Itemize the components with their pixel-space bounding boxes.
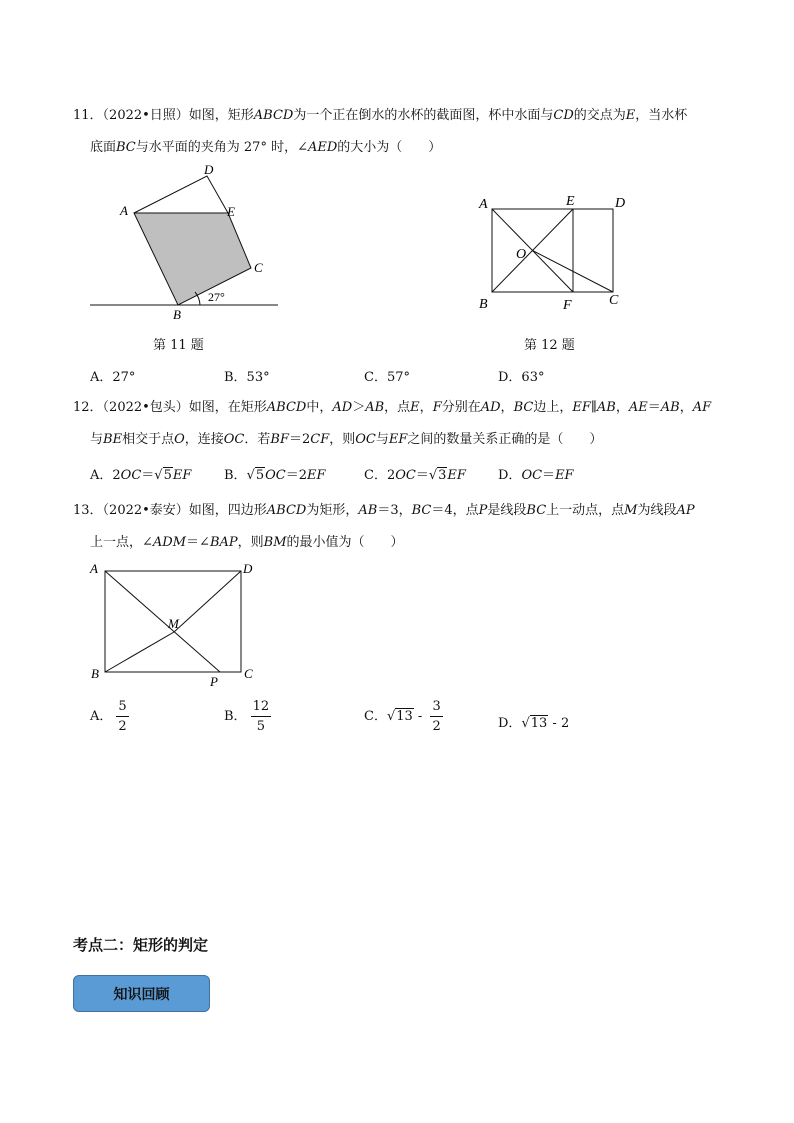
fig11-cup-top	[134, 176, 228, 213]
figure-13	[85, 558, 260, 688]
fig12-label-a: A	[479, 197, 488, 212]
fig11-label-e: E	[227, 204, 235, 219]
fig13-segment-ap	[105, 571, 220, 672]
q12-line2: 与BE相交于点O，连接OC．若BF＝2CF，则OC与EF之间的数量关系正确的是（ ）	[90, 432, 603, 447]
fig13-label-d: D	[243, 561, 253, 576]
sqrt-icon: √	[521, 716, 530, 731]
fraction: $\frac{5}{2}$	[118, 699, 127, 734]
sqrt-icon: √	[386, 709, 396, 724]
fig13-label-c: C	[244, 666, 253, 681]
fig11-caption: 第 11 题	[153, 338, 204, 353]
fig12-label-o: O	[516, 247, 527, 262]
fig12-label-e: E	[566, 194, 575, 209]
fig12-caption: 第 12 题	[524, 338, 575, 353]
fraction: $\frac{3}{2}$	[432, 699, 441, 734]
fig11-label-b: B	[173, 307, 181, 322]
fig12-label-b: B	[479, 297, 488, 312]
fig11-water-region	[134, 213, 251, 305]
fraction: $\frac{12}{5}$	[252, 699, 270, 734]
q11-option-d[interactable]: D．63°	[498, 370, 545, 385]
fig11-label-angle: 27°	[208, 290, 225, 304]
fig13-segment-dm	[174, 571, 241, 632]
figure-11	[80, 158, 300, 323]
q13-option-d[interactable]: D．√13 - 2	[498, 716, 570, 731]
sqrt-icon: √	[246, 468, 255, 483]
q11-line1: 11．（2022•日照）如图，矩形ABCD为一个正在倒水的水杯的截面图，杯中水面与CD的交点为E，当水杯	[73, 108, 688, 123]
q12-option-c[interactable]: C．2OC＝√3EF	[364, 468, 466, 483]
q12-line1: 12．（2022•包头）如图，在矩形ABCD中，AD＞AB，点E，F分别在AD，BC边上，EF∥AB，AE＝AB，AF	[73, 400, 712, 415]
fig12-label-f: F	[563, 298, 572, 313]
q13-line1: 13．（2022•泰安）如图，四边形ABCD为矩形，AB＝3，BC＝4，点P是线段BC上一动点，点M为线段AP	[73, 503, 695, 518]
sqrt-icon: √	[428, 468, 438, 483]
q13-option-c[interactable]: C．√13 - $\frac{3}{2}$	[364, 699, 441, 734]
fig13-label-b: B	[91, 666, 99, 681]
fig11-label-a: A	[120, 203, 128, 218]
fig12-label-d: D	[615, 196, 626, 211]
fig11-label-c: C	[254, 260, 263, 275]
q11-option-b[interactable]: B．53°	[224, 370, 270, 385]
fig13-segment-bm	[105, 632, 174, 672]
knowledge-review-button[interactable]: 知识回顾	[73, 975, 210, 1012]
q11-option-a[interactable]: A．27°	[90, 370, 136, 385]
figure-12	[475, 190, 645, 315]
fig13-label-m: M	[168, 616, 179, 631]
fig13-label-a: A	[90, 561, 98, 576]
fig11-label-d: D	[204, 162, 214, 177]
section-title: 考点二：矩形的判定	[73, 936, 209, 954]
q13-option-a[interactable]: A． $\frac{5}{2}$	[90, 699, 127, 734]
q12-option-a[interactable]: A．2OC＝√5EF	[90, 468, 192, 483]
fig13-label-p: P	[210, 674, 218, 688]
q12-option-d[interactable]: D．OC＝EF	[498, 468, 574, 483]
fig12-label-c: C	[609, 293, 619, 308]
q12-option-b[interactable]: B．√5OC＝2EF	[224, 468, 326, 483]
q13-line2: 上一点，∠ADM＝∠BAP，则BM的最小值为（ ）	[90, 535, 404, 550]
q11-option-c[interactable]: C．57°	[364, 370, 410, 385]
fig12-rectangle	[492, 209, 613, 292]
q13-option-b[interactable]: B． $\frac{12}{5}$	[224, 699, 270, 734]
q11-line2: 底面BC与水平面的夹角为 27° 时，∠AED的大小为（ ）	[90, 140, 442, 155]
sqrt-icon: √	[154, 468, 163, 483]
